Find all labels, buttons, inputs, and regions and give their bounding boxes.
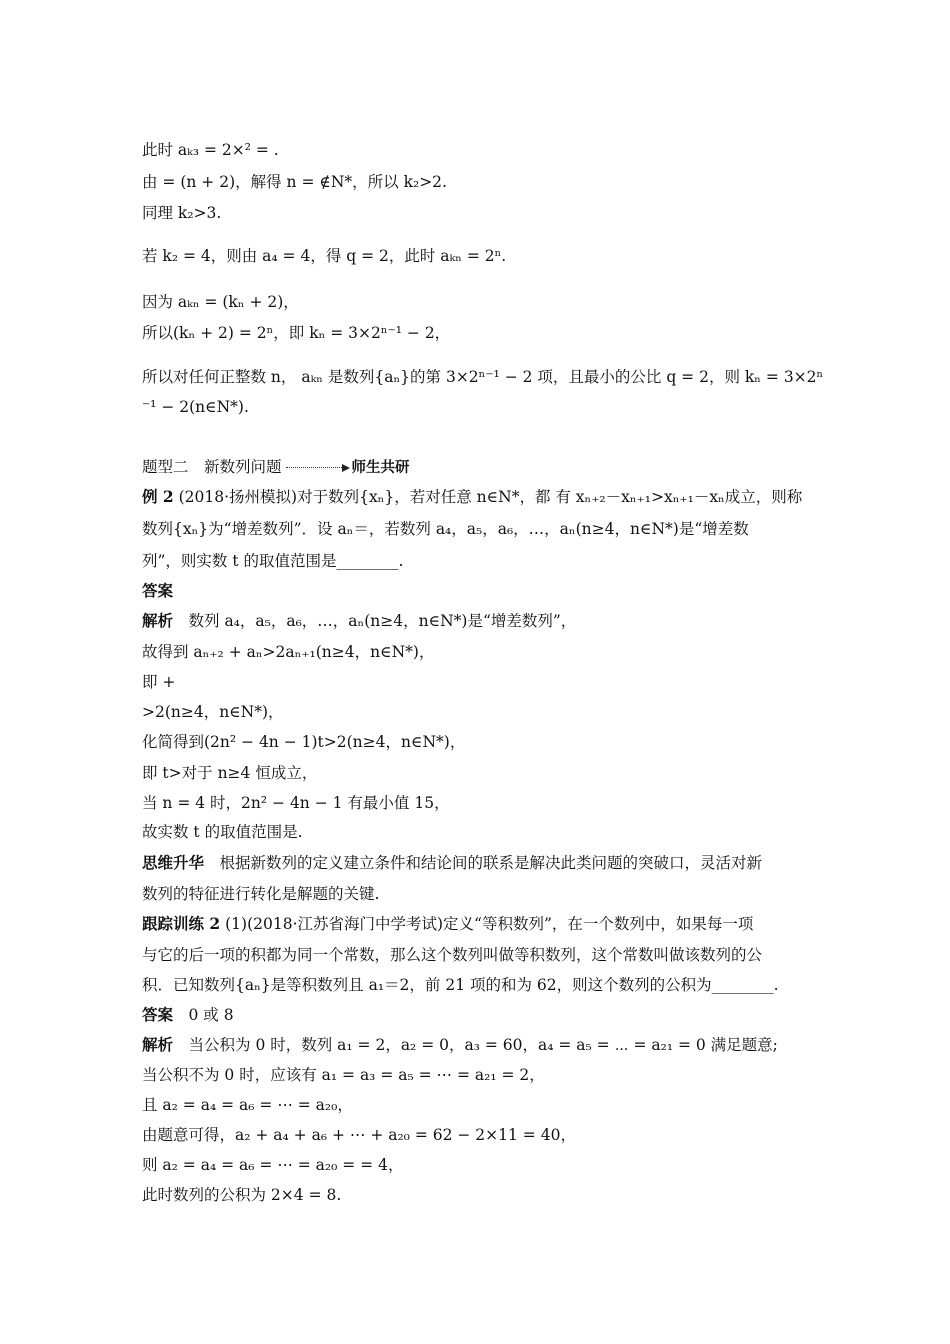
text-line: 由 = (n + 2)，解得 n = ∉N*，所以 k₂>2.	[142, 173, 447, 191]
practice-line	[142, 914, 753, 934]
summary-label: 思维升华	[142, 853, 205, 872]
text-line: 当公积不为 0 时，应该有 a₁ = a₃ = a₅ = ⋯ = a₂₁ = 2，	[142, 1066, 545, 1084]
text-line: 故得到 aₙ₊₂ + aₙ>2aₙ₊₁(n≥4，n∈N*)，	[142, 643, 435, 661]
text-line: 列”，则实数 t 的取值范围是________.	[142, 552, 404, 570]
answer-label: 答案	[142, 1005, 174, 1024]
text-line: 数列的特征进行转化是解题的关键.	[142, 885, 380, 903]
text-line: 所以对任何正整数 n， aₖₙ 是数列{aₙ}的第 3×2ⁿ⁻¹ − 2 项，且最小的公比 q = 2，则 kₙ = 3×2ⁿ	[142, 368, 824, 386]
analysis-label: 解析	[142, 611, 174, 630]
answer-label: 答案	[142, 581, 174, 600]
analysis-text: 当公积为 0 时，数列 a₁ = 2，a₂ = 0，a₃ = 60，a₄ = a₅ = ⋯ = a₂₁ = 0 满足题意;	[173, 1036, 778, 1054]
example-label: 例 2	[142, 487, 174, 506]
text-line: 因为 aₖₙ = (kₙ + 2)，	[142, 293, 299, 311]
analysis-line	[142, 1035, 778, 1055]
text-line: 且 a₂ = a₄ = a₆ = ⋯ = a₂₀，	[142, 1096, 353, 1114]
text-line: 化简得到(2n² − 4n − 1)t>2(n≥4，n∈N*)，	[142, 733, 466, 751]
answer-value: 0 或 8	[173, 1006, 234, 1024]
text-line: 所以(kₙ + 2) = 2ⁿ，即 kₙ = 3×2ⁿ⁻¹ − 2，	[142, 324, 451, 342]
text-line: 数列{xₙ}为“增差数列”．设 aₙ＝，若数列 a₄，a₅，a₆，…，aₙ(n≥4，n∈N*)是“增差数	[142, 520, 749, 538]
text-line: 积．已知数列{aₙ}是等积数列且 a₁＝2，前 21 项的和为 62，则这个数列的公积为________.	[142, 976, 779, 994]
analysis-text: 数列 a₄，a₅，a₆，…，aₙ(n≥4，n∈N*)是“增差数列”，	[173, 612, 577, 630]
example-line	[142, 487, 802, 507]
section-heading	[142, 457, 410, 478]
text-line: 当 n = 4 时，2n² − 4n − 1 有最小值 15，	[142, 794, 450, 812]
text-line: 则 a₂ = a₄ = a₆ = ⋯ = a₂₀ = = 4，	[142, 1156, 404, 1174]
practice-label: 跟踪训练 2	[142, 914, 221, 933]
text-line: 即 t>对于 n≥4 恒成立，	[142, 764, 318, 782]
practice-text: (1)(2018·江苏省海门中学考试)定义“等积数列”，在一个数列中，如果每一项	[220, 915, 754, 933]
analysis-label: 解析	[142, 1035, 174, 1054]
text-line: 与它的后一项的积都为同一个常数，那么这个数列叫做等积数列，这个常数叫做该数列的公	[142, 946, 763, 964]
text-line: 故实数 t 的取值范围是.	[142, 823, 303, 841]
text-line: 若 k₂ = 4，则由 a₄ = 4，得 q = 2，此时 aₖₙ = 2ⁿ.	[142, 247, 507, 265]
text-line: ⁻¹ − 2(n∈N*).	[142, 398, 249, 416]
text-line: 此时 aₖ₃ = 2×² = .	[142, 141, 279, 159]
summary-line	[142, 853, 762, 873]
example-text: (2018·扬州模拟)对于数列{xₙ}，若对任意 n∈N*，都 有 xₙ₊₂－xₙ₊₁>xₙ₊₁－xₙ成立，则称	[173, 488, 803, 506]
text-line: 此时数列的公积为 2×4 = 8.	[142, 1186, 342, 1204]
section-tag: 师生共研	[351, 460, 410, 476]
answer-line	[142, 1005, 234, 1025]
analysis-line	[142, 611, 576, 631]
text-line: >2(n≥4，n∈N*)，	[142, 703, 284, 721]
section-title: 题型二 新数列问题	[142, 458, 282, 476]
text-line: 即 +	[142, 673, 176, 691]
text-line: 由题意可得，a₂ + a₄ + a₆ + ⋯ + a₂₀ = 62 − 2×11 = 40，	[142, 1126, 576, 1144]
summary-text: 根据新数列的定义建立条件和结论间的联系是解决此类问题的突破口，灵活对新	[204, 854, 763, 872]
text-line: 同理 k₂>3.	[142, 204, 222, 222]
arrow-icon	[286, 464, 350, 472]
